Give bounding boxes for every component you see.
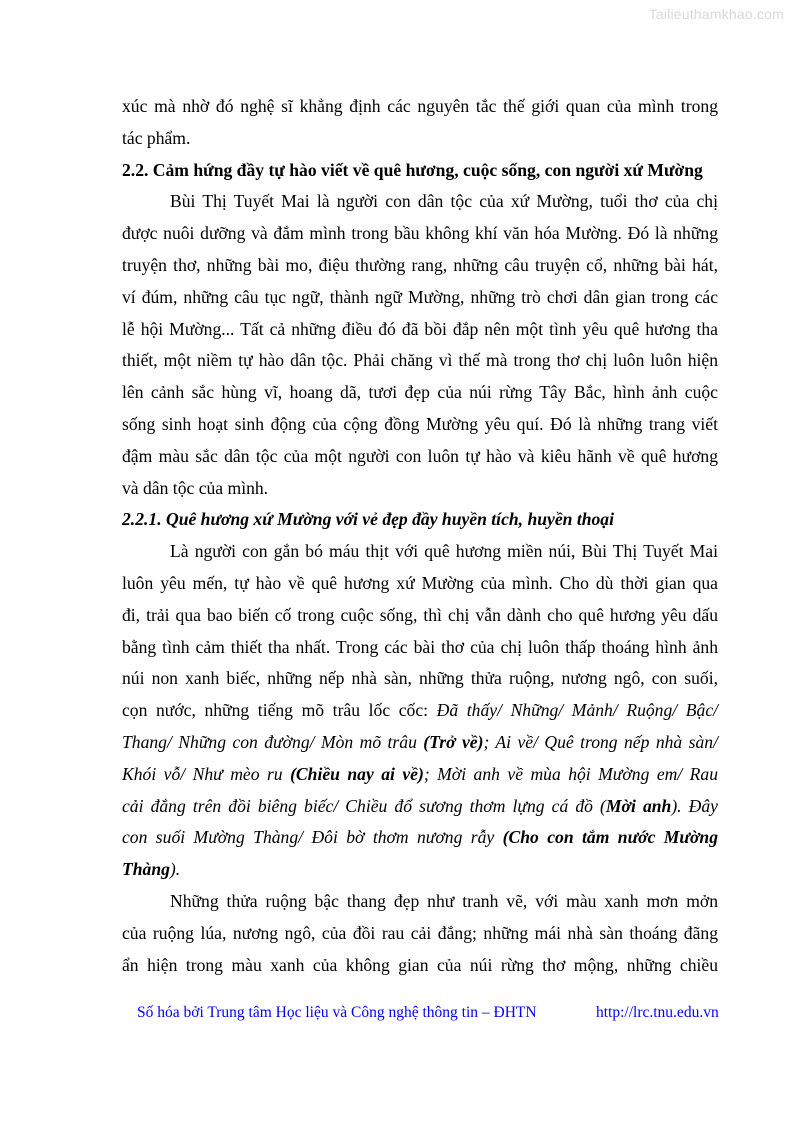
quote-line <box>122 822 718 854</box>
poem-quote: Thang/ Những con đường/ Mòn mõ trâu <box>122 731 424 752</box>
paragraph-line: sống sinh hoạt sinh động của cộng đồng Mường yêu quí. Đó là những trang viết <box>122 413 718 434</box>
footer-credit: Số hóa bởi Trung tâm Học liệu và Công nghệ thông tin – ĐHTN <box>137 1004 537 1021</box>
poem-title: Thàng <box>122 859 170 880</box>
watermark: Tailieuthamkhao.com <box>648 6 784 22</box>
paragraph-line: ví đúm, những câu tục ngữ, thành ngữ Mường, những trò chơi dân gian trong các <box>122 286 718 307</box>
text-line: xúc mà nhờ đó nghệ sĩ khẳng định các nguyên tắc thế giới quan của mình trong <box>122 96 718 116</box>
footer-url[interactable]: http://lrc.tnu.edu.vn <box>596 1004 719 1021</box>
poem-quote: con suối Mường Thàng/ Đôi bờ thơm nương rẫy <box>122 827 503 848</box>
poem-title: (Chiều nay ai về) <box>290 763 424 784</box>
text-line: tác phẩm. <box>122 127 191 148</box>
quote-line <box>122 727 718 759</box>
poem-title: Mời anh <box>605 795 672 816</box>
quote-line <box>122 759 718 791</box>
paragraph-line: của ruộng lúa, nương ngô, của đồi rau cải đắng; những mái nhà sàn thoáng đãng <box>122 922 718 943</box>
paragraph-line: lên cảnh sắc hùng vĩ, hoang dã, tươi đẹp của núi rừng Tây Bắc, hình ảnh cuộc <box>122 382 718 403</box>
paragraph-line: đậm màu sắc dân tộc của một người con luôn tự hào và kiêu hãnh về quê hương <box>122 445 718 466</box>
body-text <box>122 91 718 981</box>
paragraph-line: thiết, một niềm tự hào dân tộc. Phải chăng vì thế mà trong thơ chị luôn luôn hiện <box>122 350 718 371</box>
quote-line <box>122 695 718 727</box>
poem-quote: Đã thấy/ Những/ Mảnh/ Ruộng/ Bậc/ <box>436 700 719 721</box>
poem-title: (Cho con tắm nước Mường <box>502 827 718 848</box>
paragraph-line: và dân tộc của mình. <box>122 477 269 498</box>
paragraph-line: Là người con gắn bó máu thịt với quê hương miền núi, Bùi Thị Tuyết Mai <box>170 541 718 562</box>
paragraph-line: được nuôi dưỡng và đắm mình trong bầu không khí văn hóa Mường. Đó là những <box>122 223 718 244</box>
subsection-heading: 2.2.1. Quê hương xứ Mường với vẻ đẹp đầy huyền tích, huyền thoại <box>122 509 614 530</box>
poem-quote: ; Ai về/ Quê trong nếp nhà sàn/ <box>483 731 718 752</box>
poem-quote: ; Mời anh về mùa hội Mường em/ Rau <box>423 763 719 784</box>
paragraph-line: bằng tình cảm thiết tha nhất. Trong các bài thơ của chị luôn thấp thoáng hình ảnh <box>122 636 718 657</box>
poem-title: (Trở về) <box>423 731 484 752</box>
poem-quote: ). Đây <box>671 795 718 816</box>
paragraph-line: ẩn hiện trong màu xanh của không gian của núi rừng thơ mộng, những chiều <box>122 954 718 975</box>
paragraph-line: đi, trải qua bao biến cố trong cuộc sống, thì chị vẫn dành cho quê hương yêu dấu <box>122 604 718 625</box>
poem-quote: ). <box>169 859 181 880</box>
text-run: cọn nước, những tiếng mõ trâu lốc cốc: <box>122 700 437 721</box>
paragraph-line: truyện thơ, những bài mo, điệu thường rang, những câu truyện cổ, những bài hát, <box>122 254 718 275</box>
quote-line <box>122 791 718 823</box>
poem-quote: Khói vỗ/ Như mèo ru <box>122 763 291 784</box>
paragraph-line: núi non xanh biếc, những nếp nhà sàn, những thửa ruộng, nương ngô, con suối, <box>122 668 718 689</box>
poem-quote: cải đắng trên đồi biêng biếc/ Chiều đổ sương thơm lựng cá đồ ( <box>122 795 606 816</box>
section-heading: 2.2. Cảm hứng đầy tự hào viết về quê hương, cuộc sống, con người xứ Mường <box>122 159 703 180</box>
paragraph-line: luôn yêu mến, tự hào về quê hương xứ Mường của mình. Cho dù thời gian qua <box>122 572 718 593</box>
paragraph-line: Bùi Thị Tuyết Mai là người con dân tộc của xứ Mường, tuổi thơ của chị <box>170 191 718 212</box>
quote-line <box>122 854 718 886</box>
paragraph-line: Những thửa ruộng bậc thang đẹp như tranh vẽ, với màu xanh mơn mởn <box>170 890 718 911</box>
paragraph-line: lễ hội Mường... Tất cả những điều đó đã bồi đắp nên một tình yêu quê hương tha <box>122 318 718 339</box>
